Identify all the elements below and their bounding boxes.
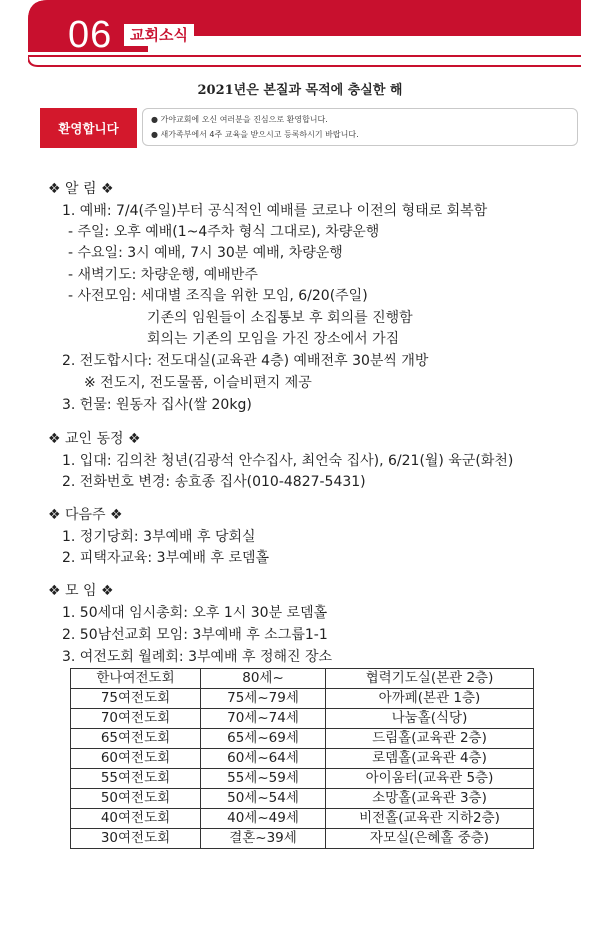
table-row xyxy=(71,769,534,789)
notice-line: 회의는 기존의 모임을 가진 장소에서 가짐 xyxy=(147,331,400,347)
location-cell: 자모실(은혜홀 중층) xyxy=(326,829,534,849)
location-cell: 로뎀홀(교육관 4층) xyxy=(326,749,534,769)
notice-line: 3. 헌물: 원동자 집사(쌀 20kg) xyxy=(62,397,252,413)
age-range-cell: 40세~49세 xyxy=(201,809,326,829)
table-row xyxy=(71,709,534,729)
welcome-panel xyxy=(40,108,580,148)
location-cell: 소망홀(교육관 3층) xyxy=(326,789,534,809)
notice-line: 1. 예배: 7/4(주일)부터 공식적인 예배를 코로나 이전의 형태로 회복함 xyxy=(62,203,488,219)
welcome-note: ● 새가족부에서 4주 교육을 받으시고 등록하시기 바랍니다. xyxy=(151,130,359,139)
meetings-line: 2. 50남선교회 모임: 3부예배 후 소그룹1-1 xyxy=(62,627,328,643)
table-row xyxy=(71,749,534,769)
meetings-line: 3. 여전도회 월례회: 3부예배 후 정해진 장소 xyxy=(62,649,333,665)
meetings-line: 1. 50세대 임시총회: 오후 1시 30분 로뎀홀 xyxy=(62,605,328,621)
women-mission-table xyxy=(70,668,534,849)
age-range-cell: 60세~64세 xyxy=(201,749,326,769)
members-heading: ❖ 교인 동정 ❖ xyxy=(48,431,141,447)
age-range-cell: 75세~79세 xyxy=(201,689,326,709)
group-name-cell: 40여전도회 xyxy=(71,809,201,829)
group-name-cell: 30여전도회 xyxy=(71,829,201,849)
members-line: 1. 입대: 김의찬 청년(김광석 안수집사, 최언숙 집사), 6/21(월) 육군(화천) xyxy=(62,453,514,469)
notice-line: 2. 전도합시다: 전도대실(교육관 4층) 예배전후 30분씩 개방 xyxy=(62,353,429,369)
members-line: 2. 전화번호 변경: 송효종 집사(010-4827-5431) xyxy=(62,474,366,490)
age-range-cell: 80세~ xyxy=(201,669,326,689)
section-number: 06 xyxy=(68,14,113,56)
notice-line: ※ 전도지, 전도물품, 이슬비편지 제공 xyxy=(84,375,312,391)
table-row xyxy=(71,729,534,749)
notice-line: 기존의 임원들이 소집통보 후 회의를 진행함 xyxy=(147,310,413,326)
group-name-cell: 55여전도회 xyxy=(71,769,201,789)
nextweek-line: 2. 피택자교육: 3부예배 후 로뎀홀 xyxy=(62,550,270,566)
section-header xyxy=(28,0,581,70)
welcome-note: ● 가야교회에 오신 여러분을 진심으로 환영합니다. xyxy=(151,115,328,124)
notice-line: - 수요일: 3시 예배, 7시 30분 예배, 차량운행 xyxy=(68,245,343,261)
notice-line: - 새벽기도: 차량운행, 예배반주 xyxy=(68,267,258,283)
section-title: 교회소식 xyxy=(124,24,194,46)
location-cell: 비전홀(교육관 지하2층) xyxy=(326,809,534,829)
table-row xyxy=(71,809,534,829)
group-name-cell: 70여전도회 xyxy=(71,709,201,729)
notice-heading: ❖ 알 림 ❖ xyxy=(48,181,114,197)
welcome-label: 환영합니다 xyxy=(40,108,137,148)
table-row xyxy=(71,669,534,689)
location-cell: 나눔홀(식당) xyxy=(326,709,534,729)
location-cell: 협력기도실(본관 2층) xyxy=(326,669,534,689)
table-row xyxy=(71,829,534,849)
location-cell: 드림홀(교육관 2층) xyxy=(326,729,534,749)
notice-line: - 사전모임: 세대별 조직을 위한 모임, 6/20(주일) xyxy=(68,288,368,304)
group-name-cell: 50여전도회 xyxy=(71,789,201,809)
group-name-cell: 60여전도회 xyxy=(71,749,201,769)
age-range-cell: 55세~59세 xyxy=(201,769,326,789)
age-range-cell: 50세~54세 xyxy=(201,789,326,809)
welcome-notes xyxy=(142,108,578,146)
meetings-heading: ❖ 모 임 ❖ xyxy=(48,583,114,599)
age-range-cell: 결혼~39세 xyxy=(201,829,326,849)
table-row xyxy=(71,789,534,809)
group-name-cell: 한나여전도회 xyxy=(71,669,201,689)
age-range-cell: 65세~69세 xyxy=(201,729,326,749)
location-cell: 아까페(본관 1층) xyxy=(326,689,534,709)
group-name-cell: 65여전도회 xyxy=(71,729,201,749)
page-subtitle: 2021년은 본질과 목적에 충실한 해 xyxy=(197,83,403,98)
group-name-cell: 75여전도회 xyxy=(71,689,201,709)
nextweek-heading: ❖ 다음주 ❖ xyxy=(48,507,123,523)
table-row xyxy=(71,689,534,709)
notice-line: - 주일: 오후 예배(1~4주차 형식 그대로), 차량운행 xyxy=(68,224,380,240)
location-cell: 아이움터(교육관 5층) xyxy=(326,769,534,789)
nextweek-line: 1. 정기당회: 3부예배 후 당회실 xyxy=(62,529,256,545)
age-range-cell: 70세~74세 xyxy=(201,709,326,729)
